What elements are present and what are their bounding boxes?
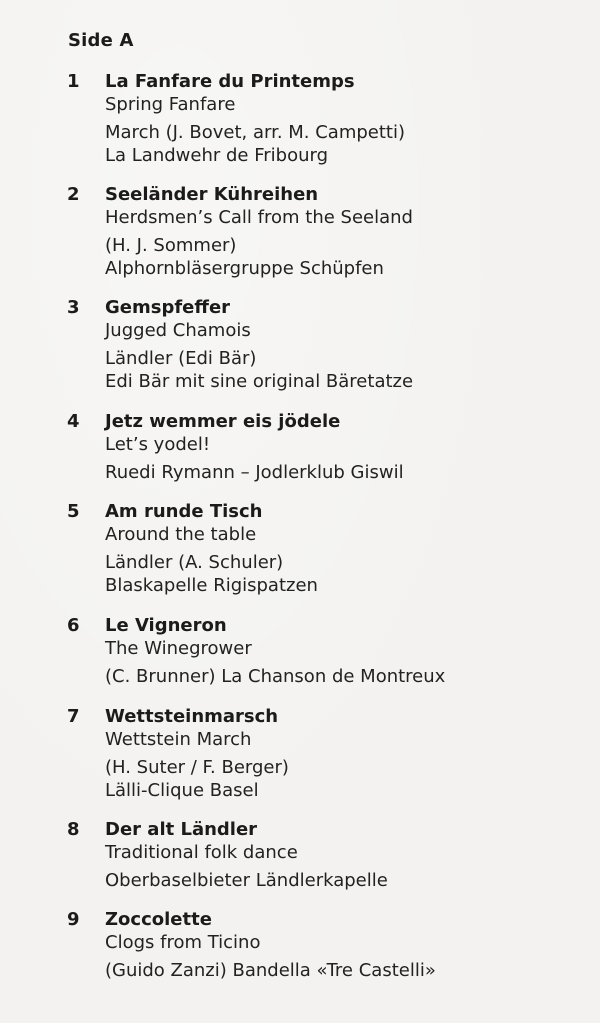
track-detail: Ländler (A. Schuler) — [105, 552, 284, 573]
track-number: 8 — [67, 819, 80, 840]
track-translation: Let’s yodel! — [105, 434, 211, 455]
track-translation: Around the table — [105, 524, 257, 545]
track-number: 9 — [67, 909, 80, 930]
track-number: 2 — [67, 184, 80, 205]
side-heading: Side A — [68, 30, 134, 51]
track-number: 5 — [67, 501, 80, 522]
track-performer: Alphornbläsergruppe Schüpfen — [105, 258, 384, 279]
track-number: 7 — [67, 706, 80, 727]
track-title: Zoccolette — [105, 909, 212, 930]
track-title: Wettsteinmarsch — [105, 706, 279, 727]
track-performer: (C. Brunner) La Chanson de Montreux — [105, 666, 446, 687]
track-translation: Herdsmen’s Call from the Seeland — [105, 207, 413, 228]
track-title: Le Vigneron — [105, 615, 227, 636]
track-title: Seeländer Kühreihen — [105, 184, 319, 205]
track-detail: (H. Suter / F. Berger) — [105, 757, 289, 778]
track-translation: The Winegrower — [105, 638, 252, 659]
track-title: Gemspfeffer — [105, 297, 231, 318]
track-title: Jetz wemmer eis jödele — [105, 411, 341, 432]
track-performer: Blaskapelle Rigispatzen — [105, 575, 318, 596]
track-translation: Spring Fanfare — [105, 94, 236, 115]
track-performer: (Guido Zanzi) Bandella «Tre Castelli» — [105, 960, 436, 981]
track-title: Der alt Ländler — [105, 819, 258, 840]
track-number: 1 — [67, 71, 80, 92]
track-performer: Oberbaselbieter Ländlerkapelle — [105, 870, 388, 891]
track-title: La Fanfare du Printemps — [105, 71, 355, 92]
track-detail: (H. J. Sommer) — [105, 235, 237, 256]
track-translation: Wettstein March — [105, 729, 252, 750]
track-detail: Ländler (Edi Bär) — [105, 348, 257, 369]
track-translation: Traditional folk dance — [105, 842, 298, 863]
track-number: 6 — [67, 615, 80, 636]
track-performer: Edi Bär mit sine original Bäretatze — [105, 371, 414, 392]
track-number: 4 — [67, 411, 80, 432]
track-title: Am runde Tisch — [105, 501, 263, 522]
track-performer: La Landwehr de Fribourg — [105, 145, 329, 166]
track-performer: Lälli-Clique Basel — [105, 780, 259, 801]
track-number: 3 — [67, 297, 80, 318]
track-translation: Clogs from Ticino — [105, 932, 261, 953]
track-detail: March (J. Bovet, arr. M. Campetti) — [105, 122, 406, 143]
track-translation: Jugged Chamois — [105, 320, 251, 341]
track-performer: Ruedi Rymann – Jodlerklub Giswil — [105, 462, 404, 483]
